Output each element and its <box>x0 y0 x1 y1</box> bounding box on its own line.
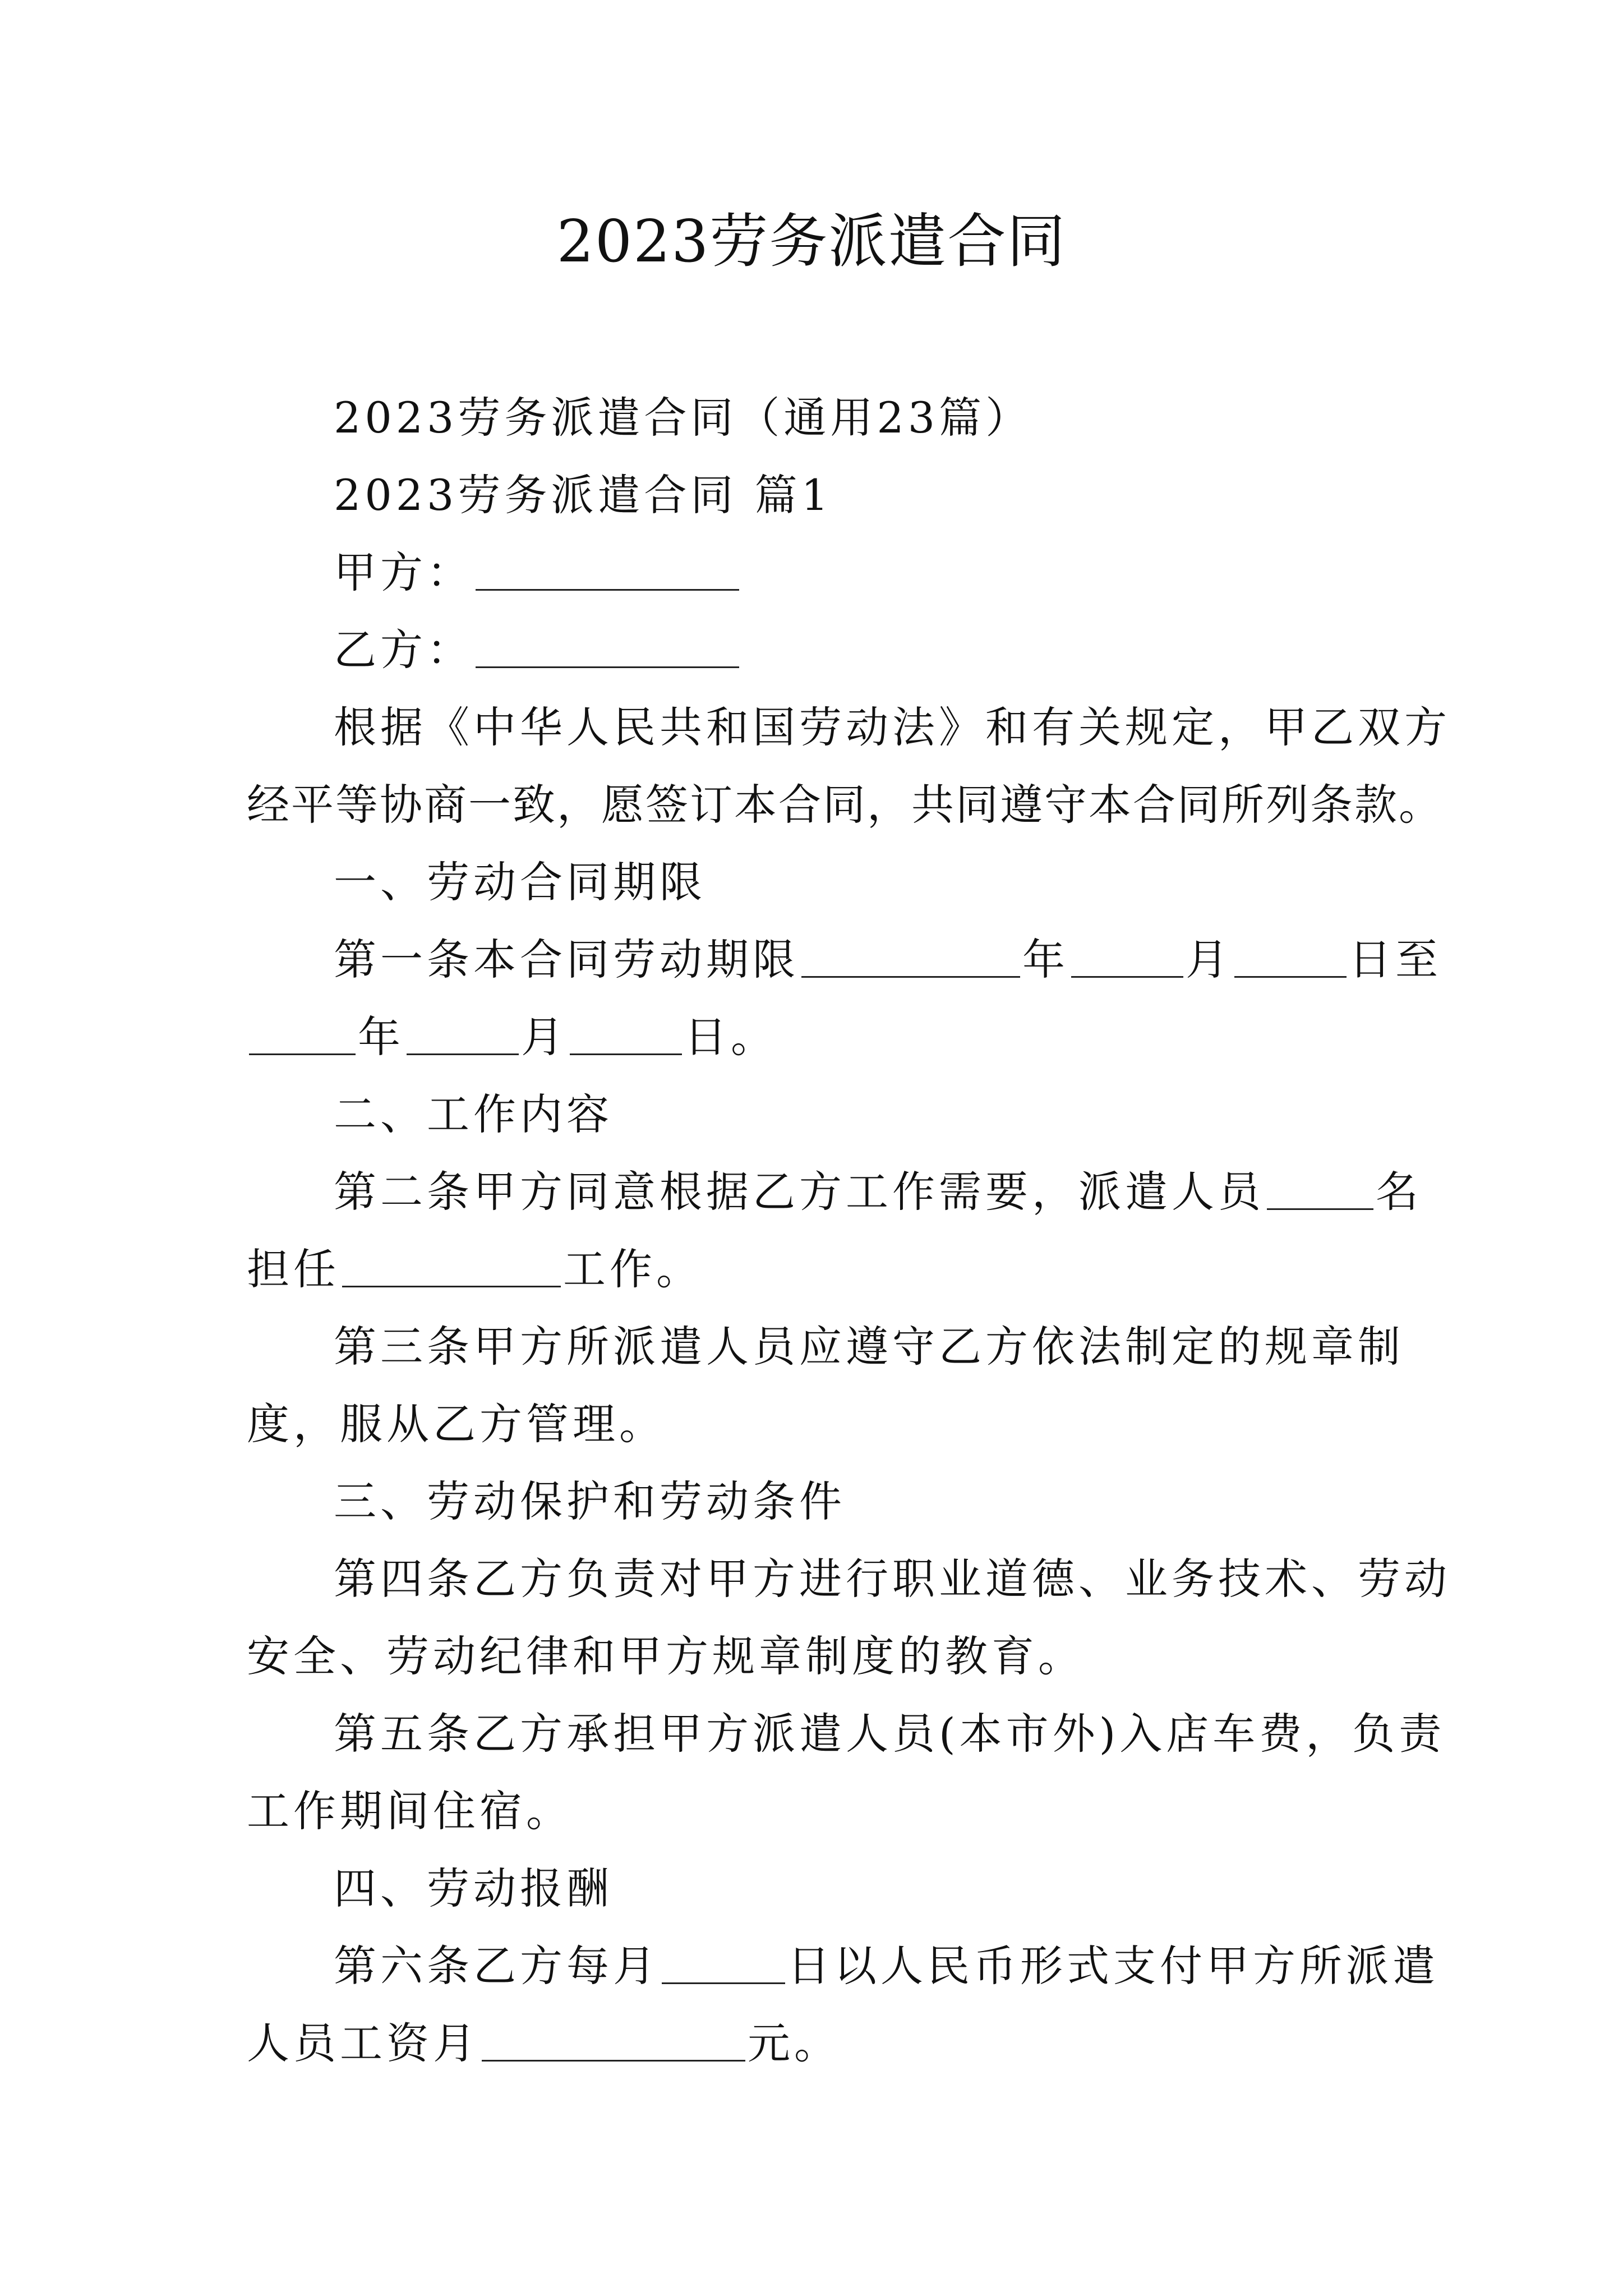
article-1-line-2 <box>247 999 1391 1076</box>
article-4-line-1: 第四条乙方负责对甲方进行职业道德、业务技术、劳动 <box>334 1554 1451 1604</box>
day-end-label: 日。 <box>684 1012 777 1062</box>
article-2-line-2-prefix: 担任 <box>247 1244 340 1294</box>
article-4-line-2: 安全、劳动纪律和甲方规章制度的教育。 <box>247 1631 1085 1681</box>
heading-term: 一、劳动合同期限 <box>334 857 706 907</box>
day-to-label: 日至 <box>1349 935 1442 984</box>
article-5-line-2: 工作期间住宿。 <box>247 1786 573 1836</box>
party-b-label: 乙方： <box>334 625 473 675</box>
party-a-label: 甲方： <box>334 547 473 597</box>
article-5-line-1: 第五条乙方承担甲方派遣人员(本市外)入店车费，负责 <box>334 1709 1446 1759</box>
salary-blank <box>482 2019 745 2062</box>
party-a-blank <box>476 549 739 591</box>
end-year-label: 年 <box>358 1012 404 1062</box>
intro-line-2: 经平等协商一致，愿签订本合同，共同遵守本合同所列条款。 <box>247 780 1443 830</box>
article-6-suffix: 日以人民币形式支付甲方所派遣 <box>787 1941 1439 1991</box>
pay-day-blank <box>662 1942 785 1984</box>
start-year-blank <box>801 936 1020 978</box>
start-day-blank <box>1234 936 1347 978</box>
article-2-suffix: 名 <box>1376 1167 1422 1217</box>
end-month-label: 月 <box>521 1012 568 1062</box>
party-b-blank <box>476 626 739 668</box>
heading-work: 二、工作内容 <box>334 1089 613 1139</box>
article-6-line-2-prefix: 人员工资月 <box>247 2018 479 2068</box>
heading-protection: 三、劳动保护和劳动条件 <box>334 1476 846 1526</box>
article-6-line-2-suffix: 元。 <box>748 2018 841 2068</box>
intro-line-1: 根据《中华人民共和国劳动法》和有关规定，甲乙双方 <box>334 702 1451 752</box>
end-day-blank <box>570 1013 682 1055</box>
month-label: 月 <box>1186 935 1232 984</box>
year-label: 年 <box>1022 935 1069 984</box>
article-3-line-1: 第三条甲方所派遣人员应遵守乙方依法制定的规章制 <box>334 1322 1404 1372</box>
article-1-prefix: 第一条本合同劳动期限 <box>334 935 799 984</box>
document-title: 2023劳务派遣合同 <box>556 207 1067 275</box>
staff-count-blank <box>1267 1168 1373 1210</box>
article-6-prefix: 第六条乙方每月 <box>334 1941 660 1991</box>
start-month-blank <box>1071 936 1183 978</box>
article-2-line-1 <box>247 1153 1422 1231</box>
heading-remuneration: 四、劳动报酬 <box>334 1864 613 1913</box>
party-a-line <box>247 534 1391 611</box>
subtitle: 2023劳务派遣合同（通用23篇） <box>334 393 1032 443</box>
article-3-line-2: 度，服从乙方管理。 <box>247 1399 666 1449</box>
article-2-line-2-suffix: 工作。 <box>563 1244 703 1294</box>
article-2-line-2 <box>247 1231 1391 1308</box>
article-2-prefix: 第二条甲方同意根据乙方工作需要，派遣人员 <box>334 1167 1265 1217</box>
article-6-line-2 <box>247 2005 1391 2082</box>
position-blank <box>342 1245 561 1287</box>
party-b-line <box>247 611 1391 689</box>
section-header: 2023劳务派遣合同 篇1 <box>334 470 832 520</box>
end-year-blank <box>249 1013 356 1055</box>
document-body <box>247 379 1451 2082</box>
article-6-line-1 <box>247 1927 1439 2005</box>
article-1-line-1 <box>247 921 1442 999</box>
end-month-blank <box>407 1013 519 1055</box>
